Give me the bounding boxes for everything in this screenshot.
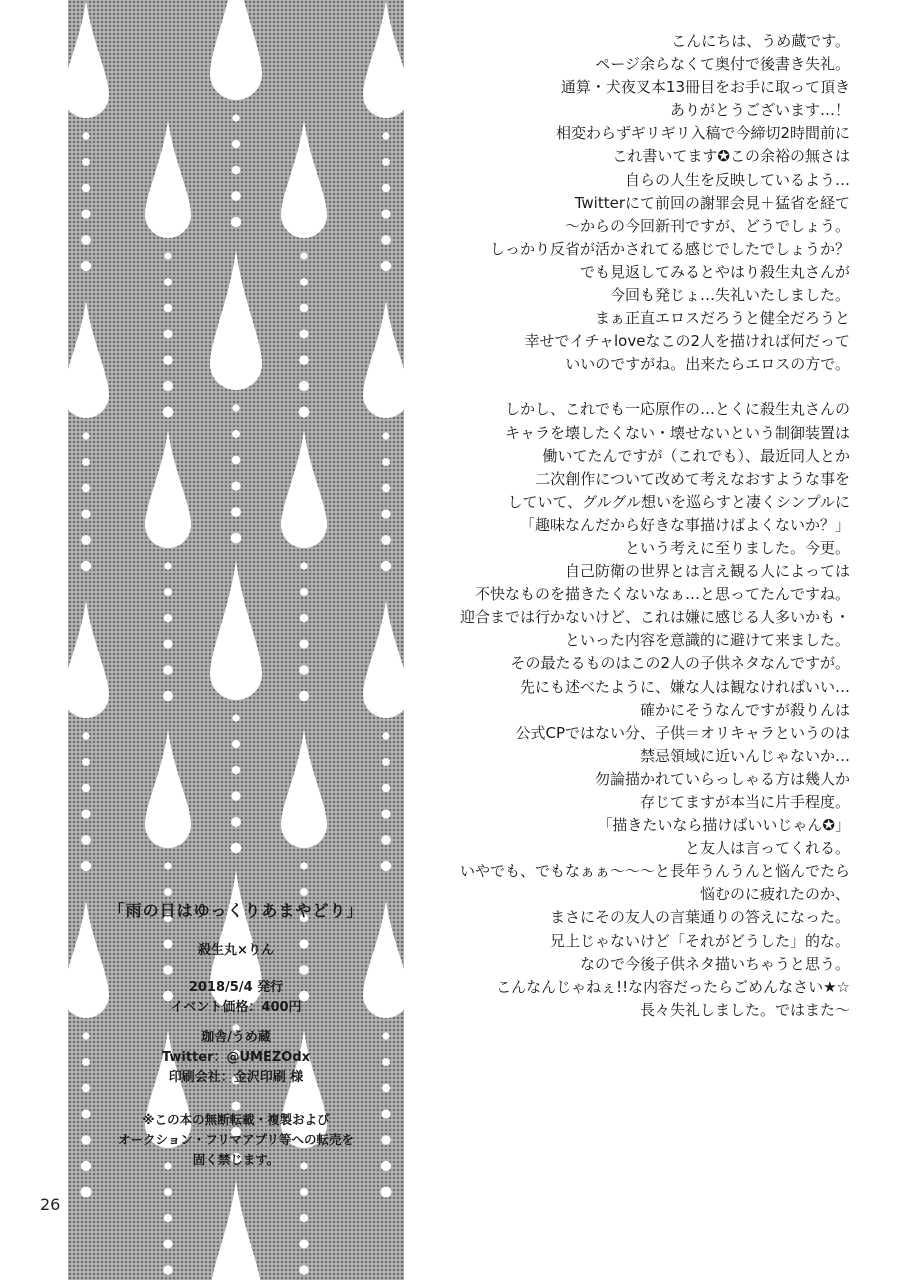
dot-icon [164, 252, 171, 259]
dot-icon [381, 235, 391, 245]
afterword-line: といった内容を意識的に避けて来ました。 [564, 631, 850, 650]
dot-icon [381, 209, 390, 218]
dot-icon [164, 278, 172, 286]
event-price: イベント価格：400円 [170, 1000, 302, 1015]
dot-icon [164, 614, 172, 622]
dot-icon [82, 158, 90, 166]
dot-icon [382, 484, 390, 492]
afterword-line: 「描きたいなら描けばいいじゃん✪」 [597, 816, 850, 835]
dot-icon [81, 235, 91, 245]
afterword-line: 迎合までは行かないけど、これは嫌に感じる人多いかも・ [459, 608, 850, 627]
dot-icon [381, 509, 390, 518]
dot-icon [82, 132, 89, 139]
dot-icon [381, 861, 391, 871]
dot-icon [82, 458, 90, 466]
afterword-line: していて、グルグル想いを巡らすと凄くシンプルに [507, 492, 850, 511]
dot-icon [231, 507, 241, 517]
afterword-line: 今回も発じょ…失礼いたしました。 [609, 286, 850, 305]
dot-icon [299, 381, 309, 391]
afterword-line: 自己防衛の世界とは言え観る人によっては [564, 562, 850, 581]
dot-icon [300, 614, 308, 622]
dot-icon [82, 184, 90, 192]
dot-icon [82, 484, 90, 492]
dot-icon [382, 758, 390, 766]
dot-icon [300, 1214, 308, 1222]
dot-icon [381, 561, 391, 571]
dot-icon [81, 809, 90, 818]
dot-icon [300, 1240, 309, 1249]
afterword-line: その最たるものはこの2人の子供ネタなんですが。 [510, 654, 850, 673]
dot-icon [232, 714, 239, 721]
afterword-line: 長々失礼しました。ではまた〜 [639, 1000, 850, 1019]
pairing-label: 殺生丸×りん [198, 943, 274, 958]
dot-icon [232, 166, 241, 175]
afterword-line: という考えに至りました。今更。 [624, 538, 850, 557]
dot-icon [82, 732, 89, 739]
dot-icon [300, 588, 308, 596]
dot-icon [164, 862, 171, 869]
afterword-line: 先にも述べたように、嫌な人は観なければいい… [519, 677, 850, 696]
afterword-line: 通算・犬夜叉本13冊目をお手に取って頂き [560, 78, 850, 97]
dot-icon [231, 191, 241, 201]
dot-icon [382, 184, 390, 192]
dot-icon [381, 809, 390, 818]
afterword-line: 存じてますが本当に片手程度。 [639, 793, 850, 811]
dot-icon [163, 381, 173, 391]
afterword-line: こんにちは、うめ蔵です。 [671, 32, 850, 50]
dot-icon [299, 1265, 309, 1275]
colophon [68, 898, 404, 1170]
afterword-text [410, 30, 850, 1022]
copyright-notice-line-1: ※この本の無断転載・複製および [142, 1112, 330, 1127]
dot-icon [163, 665, 173, 675]
dot-icon [81, 209, 90, 218]
dot-icon [163, 691, 173, 701]
afterword-line: しっかり反省が活かされてる感じでしたでしょうか？ [489, 239, 850, 258]
afterword-line: なので今後子供ネタ描いちゃうと思う。 [579, 954, 850, 973]
afterword-line: 〜からの今回新刊ですが、どうでしょう。 [564, 216, 850, 235]
dot-icon [381, 535, 391, 545]
copyright-notice-line-2: オークション・フリマアプリ等への転売を [117, 1132, 354, 1147]
dot-icon [300, 562, 307, 569]
dot-icon [82, 784, 90, 792]
afterword-line: 禁忌領域に近いんじゃないか… [639, 746, 850, 765]
dot-icon [232, 140, 240, 148]
dot-icon [300, 862, 307, 869]
afterword-line: 不快なものを描きたくないなぁ…と思ってたんですね。 [474, 585, 850, 604]
afterword-line: と友人は言ってくれる。 [684, 839, 850, 858]
dot-icon [81, 261, 91, 271]
dot-icon [232, 740, 240, 748]
afterword-line: まさにその友人の言葉通りの答えになった。 [549, 908, 850, 927]
dot-icon [232, 114, 239, 121]
dot-icon [299, 407, 310, 418]
afterword-line: 相変わらずギリギリ入稿で今締切2時間前に [556, 124, 850, 143]
dot-icon [231, 817, 241, 827]
dot-icon [231, 533, 242, 544]
afterword-paragraph-1 [410, 30, 850, 376]
twitter-handle: Twitter：@UMEZOdx [161, 1050, 311, 1065]
dot-icon [300, 330, 309, 339]
afterword-line: Twitterにて前回の謝罪会見＋猛省を経て [574, 193, 850, 212]
dot-icon [381, 261, 391, 271]
afterword-line: いいのですがね。出来たらエロスの方で。 [565, 355, 850, 374]
dot-icon [382, 132, 389, 139]
dot-icon [382, 432, 389, 439]
copyright-notice-line-3: 固く禁じます。 [192, 1152, 280, 1167]
afterword-line: 自らの人生を反映しているよう… [624, 170, 850, 189]
afterword-line: 兄上じゃないけど「それがどうした」的な。 [549, 931, 850, 950]
dot-icon [382, 158, 390, 166]
dot-icon [300, 304, 308, 312]
dot-icon [164, 1214, 172, 1222]
dot-icon [82, 432, 89, 439]
dot-icon [81, 861, 91, 871]
dot-icon [300, 278, 308, 286]
dot-icon [299, 639, 308, 648]
dot-icon [81, 561, 91, 571]
afterword-line: 幸せでイチャloveなこの2人を描ければ何だって [524, 332, 850, 351]
dot-icon [164, 562, 171, 569]
book-title: 「雨の日はゆっくりあまやどり」 [108, 901, 364, 920]
dot-icon [163, 355, 173, 365]
afterword-line: 二次創作について改めて考えなおすような事を [535, 469, 850, 488]
dot-icon [300, 252, 307, 259]
dot-icon [81, 835, 91, 845]
dot-icon [232, 456, 241, 465]
afterword-line: 働いてたんですが（これでも）、最近同人とか [542, 446, 850, 465]
dot-icon [164, 304, 172, 312]
dot-icon [232, 430, 240, 438]
dot-icon [299, 355, 309, 365]
dot-icon [231, 843, 242, 854]
dot-icon [299, 691, 309, 701]
dot-icon [381, 835, 391, 845]
dot-icon [163, 407, 174, 418]
afterword-line: ありがとうございます…！ [669, 101, 850, 120]
dot-icon [164, 330, 173, 339]
afterword-line: これ書いてます✪この余裕の無さは [612, 147, 850, 166]
dot-icon [231, 481, 240, 490]
afterword-line: ページ余らなくて奥付で後書き失礼。 [595, 55, 850, 74]
dot-icon [163, 639, 172, 648]
circle-author: 珈舎/うめ蔵 [201, 1030, 271, 1045]
dot-icon [164, 588, 172, 596]
afterword-line: 公式CPではない分、子供＝オリキャラというのは [515, 723, 850, 742]
afterword-line: でも見返してみるとやはり殺生丸さんが [579, 262, 850, 281]
dot-icon [81, 509, 90, 518]
dot-icon [81, 535, 91, 545]
afterword-line: 勿論描かれていらっしゃる方は幾人か [594, 769, 850, 788]
dot-icon [382, 458, 390, 466]
afterword-line: こんなんじゃねぇ!!な内容だったらごめんなさい★☆ [496, 977, 850, 996]
publish-date: 2018/5/4 発行 [188, 980, 284, 995]
dot-icon [382, 784, 390, 792]
printer-name: 印刷会社：金沢印刷 様 [168, 1070, 304, 1085]
afterword-line: 悩むのに疲れたのか、 [699, 885, 850, 904]
dot-icon [299, 665, 309, 675]
dot-icon [163, 1265, 173, 1275]
afterword-line: しかし、これでも一応原作の…とくに殺生丸さんの [504, 400, 850, 419]
dot-icon [232, 404, 239, 411]
dot-icon [231, 791, 240, 800]
afterword-line: キャラを壊したくない・壊せないという制御装置は [504, 423, 850, 442]
dot-icon [164, 1240, 173, 1249]
dot-icon [231, 217, 241, 227]
dot-icon [382, 732, 389, 739]
afterword-line: いやでも、でもなぁぁ〜〜〜と長年うんうんと悩んでたら [459, 862, 850, 881]
dot-icon [232, 766, 241, 775]
afterword-line: まぁ正直エロスだろうと健全だろうと [594, 309, 850, 328]
dot-icon [82, 758, 90, 766]
afterword-line: 「趣味なんだから好きな事描けばよくないか？」 [519, 515, 850, 534]
page-number: 26 [40, 1195, 61, 1214]
afterword-line: 確かにそうなんですが殺りんは [639, 700, 850, 719]
afterword-paragraph-2 [410, 398, 850, 1022]
